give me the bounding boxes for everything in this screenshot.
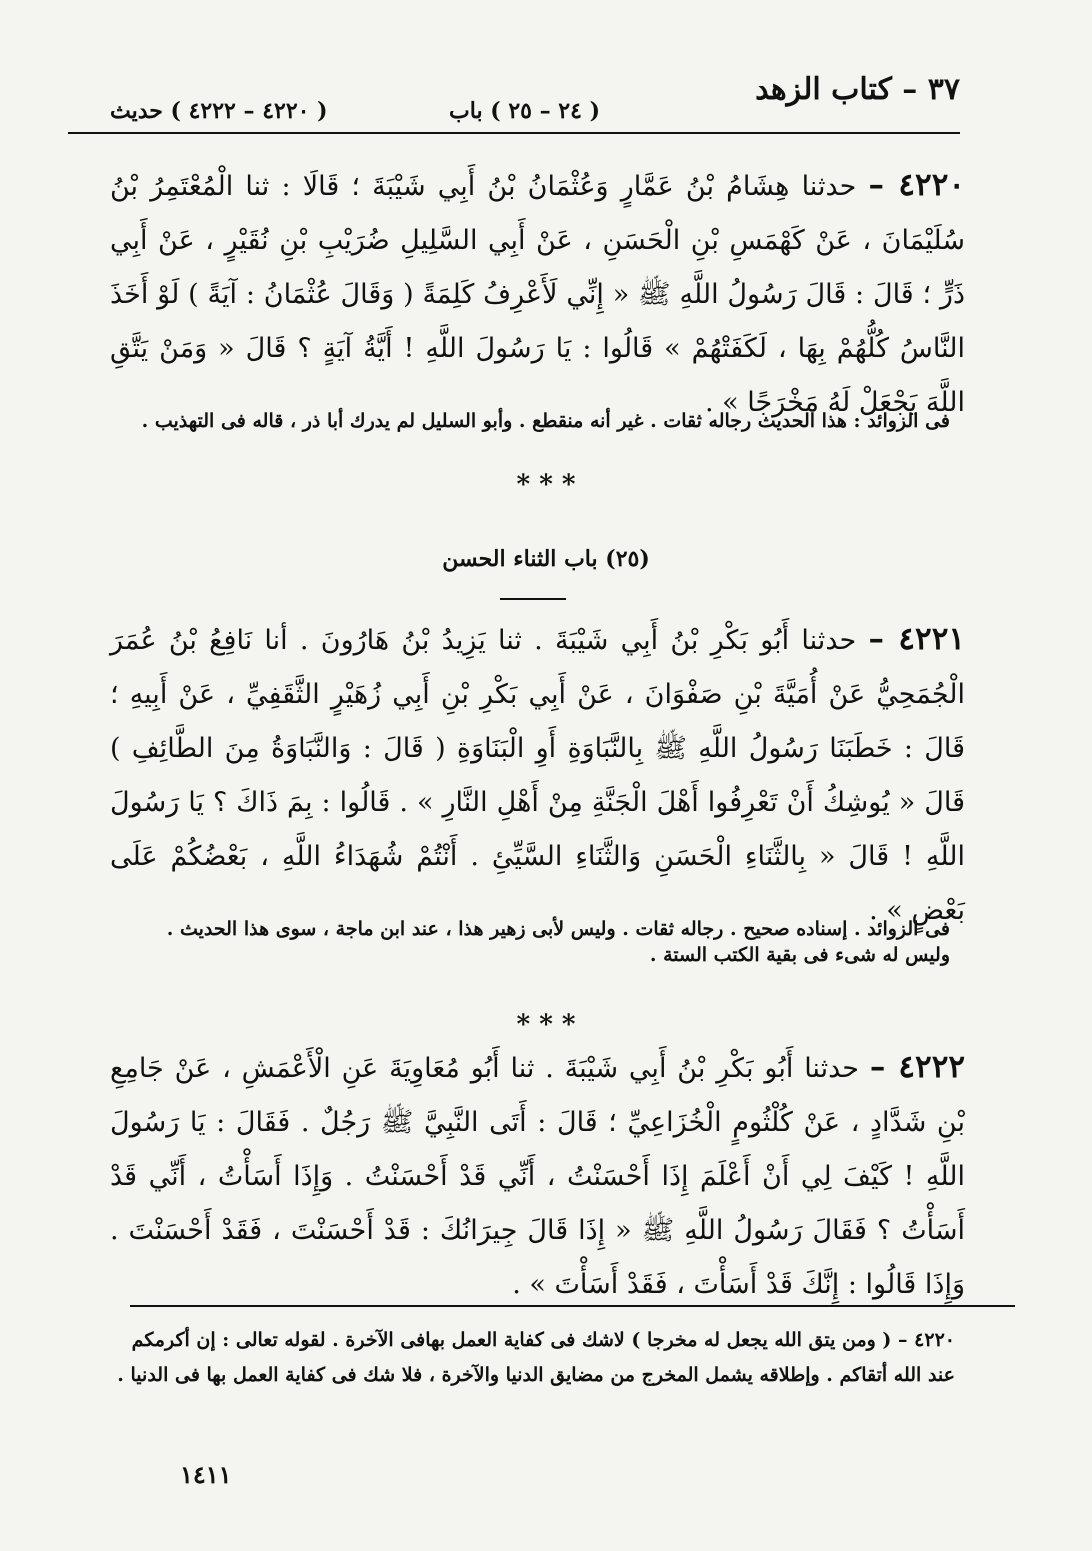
page-number: ١٤١١ — [180, 1460, 232, 1489]
header-ranges — [70, 98, 960, 130]
hadith-text: حدثنا أَبُو بَكْرِ بْنُ أَبِي شَيْبَةَ . ثنا يَزِيدُ بْنُ هَارُونَ . أنا نَافِعُ بْنُ عُمَرَ الْجُمَحِيُّ عَنْ أُمَيَّةَ بْنِ صَفْوَانَ ، عَنْ أَبِي بَكْرِ بْنِ أَبِي زُهَيْرٍ الثَّقَفِيِّ ، عَنْ أَبِيهِ ؛ قَالَ : خَطَبَنَا رَسُولُ اللَّهِ ﷺ بِالنَّبَاوَةِ أَوِ الْبَنَاوَةِ ( قَالَ : وَالنَّبَاوَةُ مِنَ الطَّائِفِ ) قَالَ « يُوشِكُ أَنْ تَعْرِفُوا أَهْلَ الْجَنَّةِ مِنْ أَهْلِ النَّارِ » . قَالُوا : بِمَ ذَاكَ ؟ يَا رَسُولَ اللَّهِ ! قَالَ « بِالثَّنَاءِ الْحَسَنِ وَالثَّنَاءِ السَّيِّئِ . أَنْتُمْ شُهَدَاءُ اللَّهِ ، بَعْضُكُمْ عَلَى بَعْضٍ » . — [110, 625, 965, 926]
zawaid-note-line: فى الزوائد . إسناده صحيح . رجاله ثقات . وليس لأبى زهير هذا ، عند ابن ماجة ، سوى هذا الحديث . — [166, 918, 950, 940]
footnote-text: ( ومن يتق الله يجعل له مخرجا ) لاشك فى كفاية العمل بهافى الآخرة . لقوله تعالى : إن أكرمكم عند الله أتقاكم . وإطلاقه يشمل المخرج من مضايق الدنيا والآخرة ، فلا شك فى كفاية العمل بها فى الدنيا . — [117, 1329, 955, 1386]
section-heading-rule — [500, 598, 566, 600]
footnote-divider — [130, 1305, 1015, 1307]
hadith-text: حدثنا أَبُو بَكْرِ بْنُ أَبِي شَيْبَةَ . ثنا أَبُو مُعَاوِيَةَ عَنِ الْأَعْمَشِ ، عَنْ جَامِعِ بْنِ شَدَّادٍ ، عَنْ كُلْثُومٍ الْخُزَاعِيِّ ؛ قَالَ : أَتَى النَّبِيَّ ﷺ رَجُلٌ . فَقَالَ : يَا رَسُولَ اللَّهِ ! كَيْفَ لِي أَنْ أَعْلَمَ إِذَا أَحْسَنْتُ ، أَنِّي قَدْ أَحْسَنْتُ . وَإِذَا أَسَأْتُ ، أَنِّي قَدْ أَسَأْتُ ؟ فَقَالَ رَسُولُ اللَّهِ ﷺ « إِذَا قَالَ جِيرَانُكَ : قَدْ أَحْسَنْتَ ، فَقَدْ أَحْسَنْتَ . وَإِذَا قَالُوا : إِنَّكَ قَدْ أَسَأْتَ ، فَقَدْ أَسَأْتَ » . — [110, 1053, 965, 1300]
separator-stars: * * * — [516, 1010, 576, 1040]
hadith-range: ( ٤٢٢٠ – ٤٢٢٢ ) حديث — [110, 98, 328, 124]
zawaid-note-4221 — [100, 916, 950, 968]
footnote-number: ٤٢٢٠ – — [898, 1329, 955, 1351]
hadith-text: حدثنا هِشَامُ بْنُ عَمَّارٍ وَعُثْمَانُ بْنُ أَبِي شَيْبَةَ ؛ قَالَا : ثنا الْمُعْتَمِرُ بْنُ سُلَيْمَانَ ، عَنْ كَهْمَسِ بْنِ الْحَسَنِ ، عَنْ أَبِي السَّلِيلِ ضُرَيْبِ بْنِ نُقَيْرٍ ، عَنْ أَبِي ذَرٍّ ؛ قَالَ : قَالَ رَسُولُ اللَّهِ ﷺ « إِنِّي لَأَعْرِفُ كَلِمَةً ( وَقَالَ عُثْمَانُ : آيَةً ) لَوْ أَخَذَ النَّاسُ كُلُّهُمْ بِهَا ، لَكَفَتْهُمْ » قَالُوا : يَا رَسُولَ اللَّهِ ! أَيَّةُ آيَةٍ ؟ قَالَ « وَمَنْ يَتَّقِ اللَّهَ يَجْعَلْ لَهُ مَخْرَجًا » . — [110, 171, 965, 418]
chapter-page-label: ٣٧ – كتاب الزهد — [755, 72, 960, 107]
section-heading: (٢٥) باب الثناء الحسن — [442, 546, 650, 572]
hadith-4221 — [110, 612, 965, 938]
separator-stars: * * * — [516, 470, 576, 500]
hadith-4220 — [110, 158, 965, 430]
hadith-number: ٤٢٢٢ – — [869, 1049, 965, 1085]
hadith-number: ٤٢٢١ – — [868, 621, 965, 657]
bab-range: ( ٢٤ – ٢٥ ) باب — [449, 98, 600, 124]
hadith-number: ٤٢٢٠ – — [868, 167, 965, 203]
running-header — [70, 62, 960, 132]
hadith-4222 — [110, 1040, 965, 1312]
footnote — [100, 1323, 955, 1393]
zawaid-note-line: وليس له شىء فى بقية الكتب الستة . — [649, 944, 950, 966]
header-divider — [68, 132, 960, 134]
zawaid-note-4220: فى الزوائد : هذا الحديث رجاله ثقات . غير أنه منقطع . وأبو السليل لم يدرك أبا ذر ، قاله فى التهذيب . — [141, 410, 950, 432]
